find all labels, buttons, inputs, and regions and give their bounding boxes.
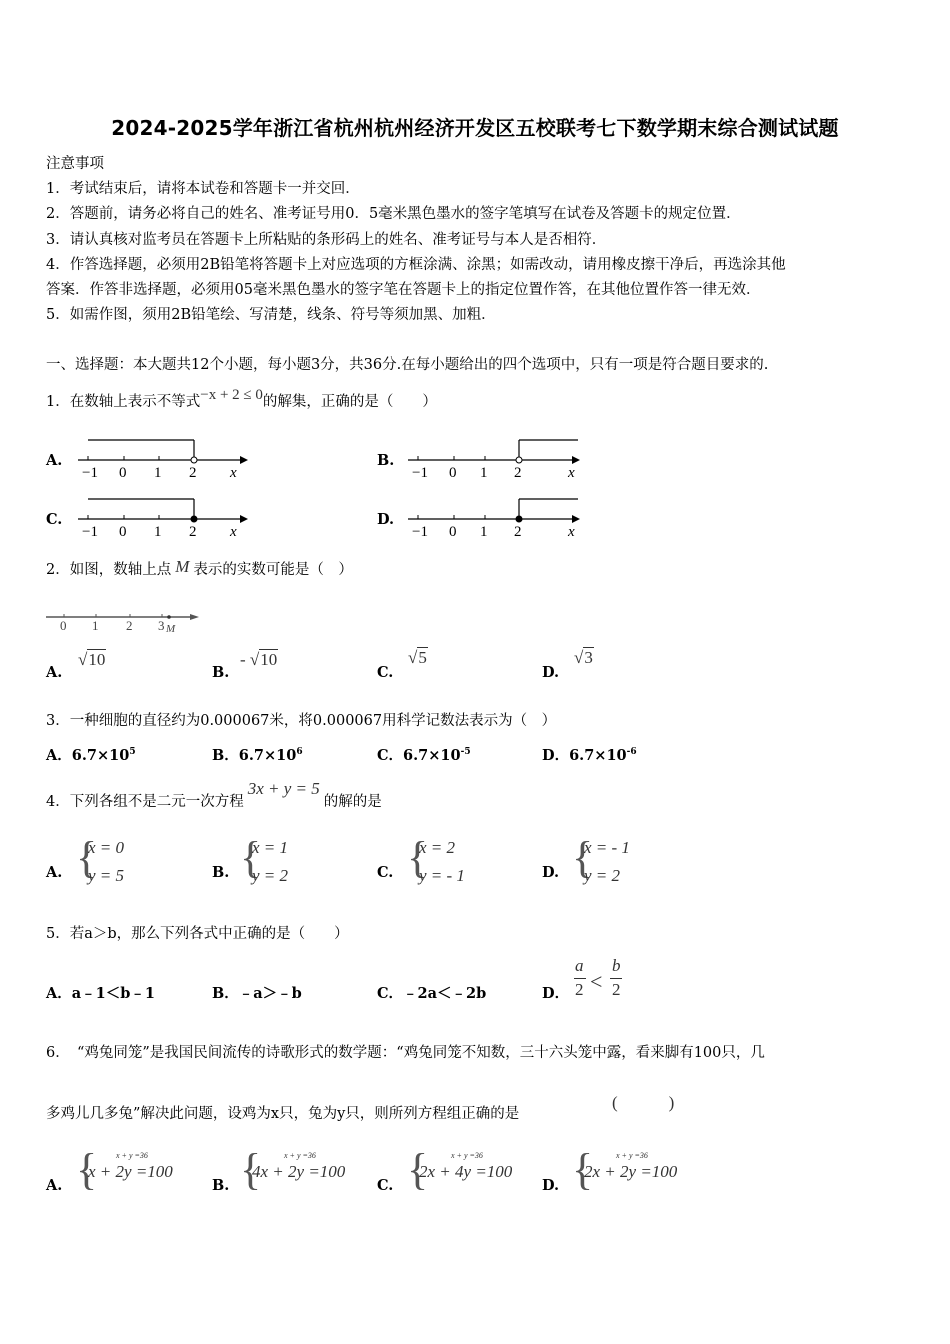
q4-option-d-label: D.: [542, 864, 560, 881]
tick-label: 2: [189, 524, 197, 540]
section-heading: 一、选择题：本大题共12个小题，每小题3分，共36分.在每小题给出的四个选项中，只有一项是符合题目要求的.: [46, 357, 769, 373]
page-title: 2024-2025学年浙江省杭州杭州经济开发区五校联考七下数学期末综合测试试题: [111, 116, 839, 140]
q2-option-b-label: B.: [212, 664, 230, 681]
q2-option-c[interactable]: √5: [408, 648, 427, 667]
tick-label: −1: [82, 524, 98, 540]
tick-label: 3: [158, 618, 165, 633]
q2-option-d-label: D.: [542, 664, 560, 681]
axis-label: x: [568, 465, 575, 481]
q2-option-a-label: A.: [46, 664, 63, 681]
q6-option-c-label: C.: [377, 1177, 394, 1194]
q1-option-b-numberline[interactable]: [402, 432, 584, 482]
q1-inequality: −x + 2 ≤ 0: [200, 387, 263, 403]
q5-option-a[interactable]: A．a﹣1＜b﹣1: [46, 985, 155, 1002]
tick-label: 2: [514, 524, 522, 540]
tick-label: −1: [412, 524, 428, 540]
note-item: 1．考试结束后，请将本试卷和答题卡一并交回．: [46, 181, 360, 197]
q4-equation: 3x + y = 5: [247, 779, 320, 798]
point-m-label: M: [166, 623, 176, 634]
tick-label: 2: [514, 465, 522, 481]
q2-numberline: [42, 606, 206, 634]
note-item: 答案．作答非选择题，必须用05毫米黑色墨水的签字笔在答题卡上的指定位置作答，在其他位置作答一律无效．: [46, 282, 761, 298]
tick-label: −1: [412, 465, 428, 481]
q2-point: M: [175, 557, 190, 576]
tick-label: 0: [119, 524, 127, 540]
q1-option-c-numberline[interactable]: [72, 491, 252, 541]
q5-option-d[interactable]: a 2 < b 2: [575, 956, 621, 999]
q1-suffix: 的解集，正确的是（ ）: [262, 394, 437, 410]
q2-prefix: 2．如图，数轴上点: [46, 562, 172, 578]
question-1: [46, 387, 437, 411]
q6-answer-paren: ( ): [612, 1093, 675, 1112]
q1-option-c-label: C.: [46, 511, 63, 528]
q2-suffix: 表示的实数可能是（ ）: [193, 562, 353, 578]
tick-label: 2: [126, 618, 133, 633]
note-item: 5．如需作图，须用2B铅笔绘、写清楚，线条、符号等须加黑、加粗．: [46, 307, 496, 323]
q6-option-d-label: D.: [542, 1177, 560, 1194]
note-item: 2．答题前，请务必将自己的姓名、准考证号用0．5毫米黑色墨水的签字笔填写在试卷及答题卡的规定位置．: [46, 206, 741, 222]
q1-option-a-numberline[interactable]: [72, 432, 252, 482]
q1-option-a-label: A.: [46, 452, 63, 469]
tick-label: 1: [480, 524, 488, 540]
tick-label: 1: [154, 465, 162, 481]
q2-option-c-label: C.: [377, 664, 394, 681]
axis-label: x: [230, 524, 237, 540]
q2-option-d[interactable]: √3: [574, 648, 593, 667]
axis-label: x: [230, 465, 237, 481]
q5-option-d-label: D．: [542, 985, 570, 1002]
tick-label: 0: [449, 465, 457, 481]
q6-option-b-label: B.: [212, 1177, 230, 1194]
q6-option-a-label: A.: [46, 1177, 63, 1194]
q2-option-b[interactable]: - √10: [240, 650, 278, 669]
tick-label: 2: [189, 465, 197, 481]
tick-label: 0: [119, 465, 127, 481]
tick-label: 1: [92, 618, 99, 633]
q3-option-c[interactable]: C．$6.7\times 10^{-5}$: [377, 747, 471, 764]
q5-option-c[interactable]: C．﹣2a＜﹣2b: [377, 985, 487, 1002]
question-6-line-2: 多鸡儿几多兔”解决此问题，设鸡为x只，兔为y只，则所列方程组正确的是: [46, 1106, 520, 1122]
question-6-line-1: 6． “鸡兔同笼”是我国民间流传的诗歌形式的数学题：“鸡兔同笼不知数，三十六头笼中露，看来脚有100只，几: [46, 1045, 765, 1061]
q4-option-b-label: B.: [212, 864, 230, 881]
axis-label: x: [568, 524, 575, 540]
q1-option-b-label: B.: [377, 452, 395, 469]
notes-heading: 注意事项: [46, 156, 104, 172]
tick-label: 1: [480, 465, 488, 481]
tick-label: 1: [154, 524, 162, 540]
q1-option-d-numberline[interactable]: [402, 491, 584, 541]
question-2: [46, 558, 353, 579]
note-item: 4．作答选择题，必须用2B铅笔将答题卡上对应选项的方框涂满、涂黑；如需改动，请用橡皮擦干净后，再选涂其他: [46, 257, 786, 273]
question-3: 3．一种细胞的直径约为0.000067米，将0.000067用科学记数法表示为（ ）: [46, 713, 557, 729]
q3-option-d[interactable]: D．$6.7\times 10^{-6}$: [542, 747, 637, 764]
q1-option-d-label: D.: [377, 511, 395, 528]
question-4: 4．下列各组不是二元一次方程3x + y = 5的解的是: [46, 779, 382, 810]
tick-label: −1: [82, 465, 98, 481]
tick-label: 0: [60, 618, 67, 633]
q2-option-a[interactable]: √10: [78, 650, 106, 669]
q4-option-a-label: A.: [46, 864, 63, 881]
question-5: 5．若a＞b，那么下列各式中正确的是（ ）: [46, 926, 349, 942]
q4-option-c-label: C.: [377, 864, 394, 881]
tick-label: 0: [449, 524, 457, 540]
note-item: 3．请认真核对监考员在答题卡上所粘贴的条形码上的姓名、准考证号与本人是否相符．: [46, 232, 607, 248]
q5-option-b[interactable]: B．﹣a＞﹣b: [212, 985, 302, 1002]
q3-option-a[interactable]: A．$6.7\times 10^5$: [46, 747, 136, 764]
q3-option-b[interactable]: B．$6.7\times 10^6$: [212, 747, 303, 764]
q1-prefix: 1．在数轴上表示不等式: [46, 394, 201, 410]
